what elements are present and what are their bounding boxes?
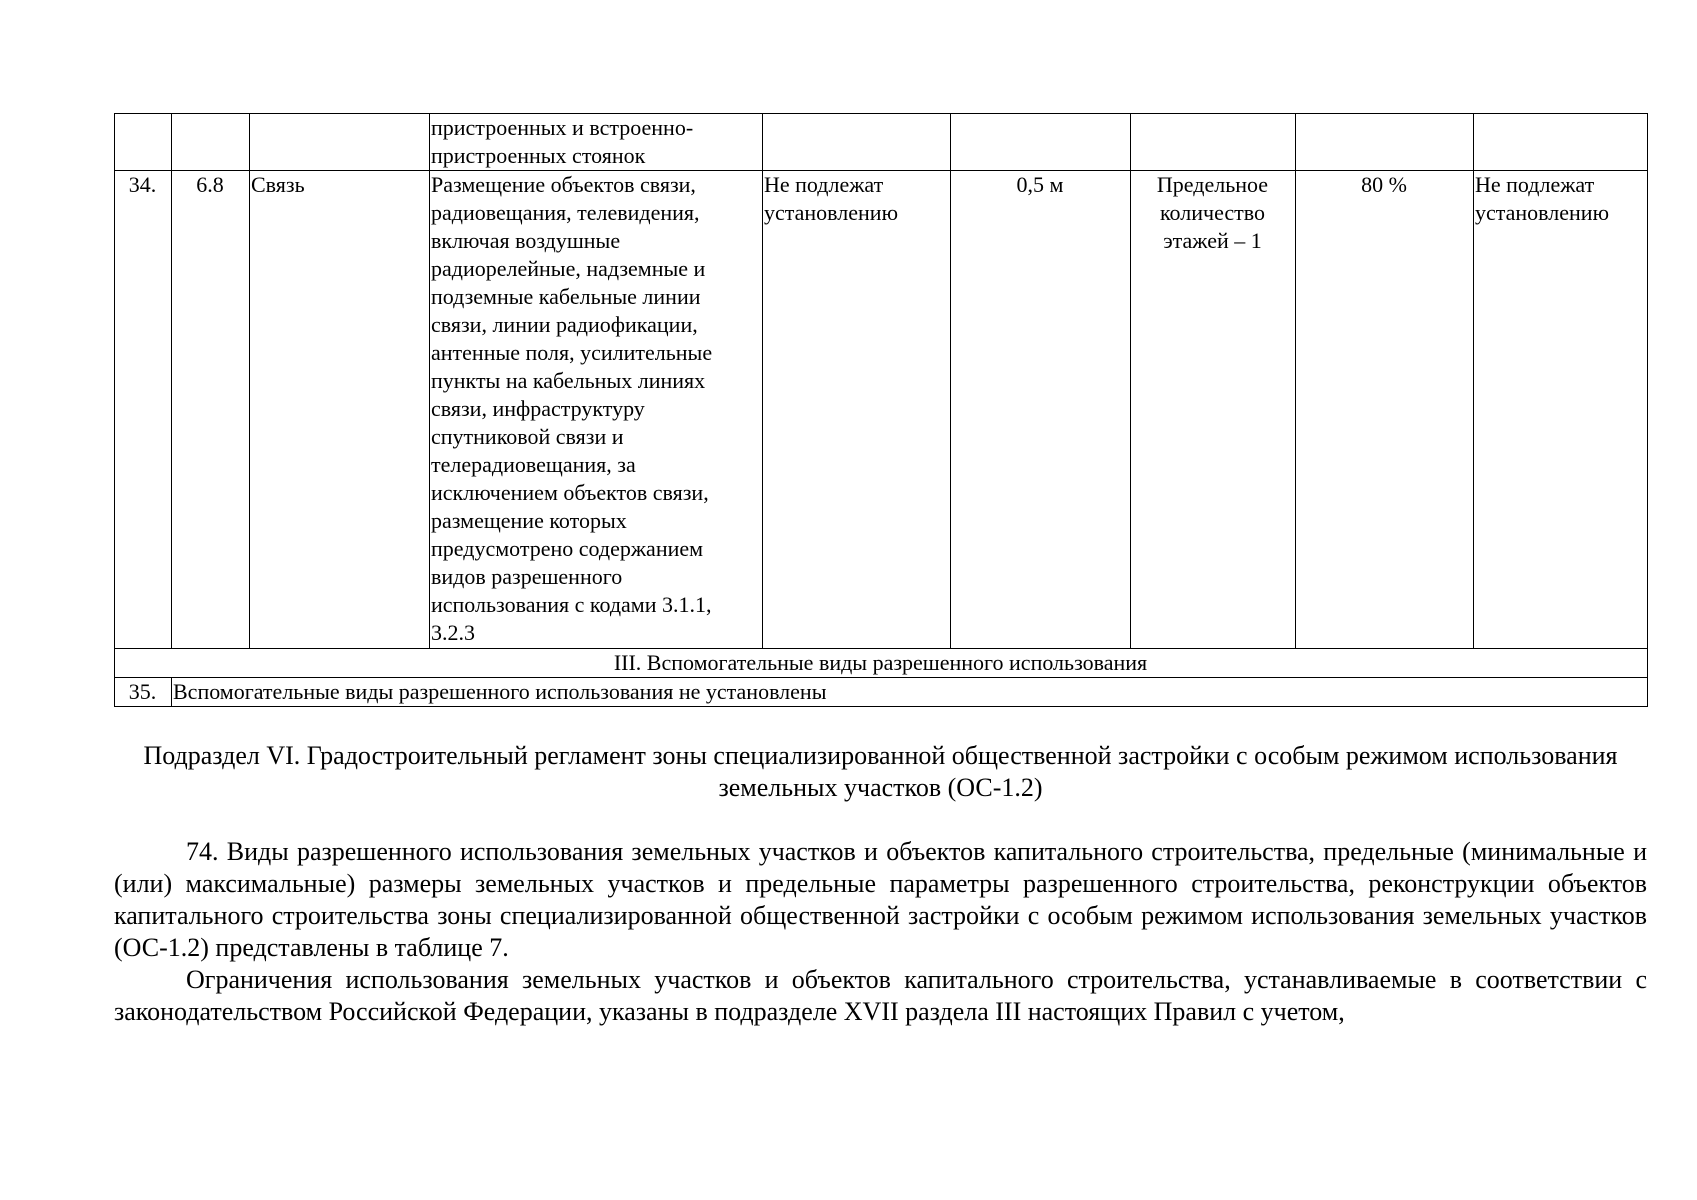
cell-coverage bbox=[1296, 114, 1474, 171]
cell-description: Размещение объектов связи, радиовещания, телевидения, включая воздушные радиорелейные, надземные и подземные кабельные линии связи, линии радиофикации, антенные поля, усилительные пункты на кабельных линиях связи, инфраструктуру спутниковой связи и телерадиовещания, за исключением объектов связи, размещение которых предусмотрено содержанием видов разрешенного использования с кодами 3.1.1, 3.2.3 bbox=[430, 171, 763, 649]
cell-code: 6.8 bbox=[172, 171, 250, 649]
cell-other: Не подлежат установлению bbox=[1474, 171, 1648, 649]
cell-name bbox=[250, 114, 430, 171]
cell-plot-size: Не подлежат установлению bbox=[763, 171, 951, 649]
table-row-34 bbox=[115, 171, 1648, 649]
cell-floors bbox=[1131, 114, 1296, 171]
cell-code bbox=[172, 114, 250, 171]
cell-row-35-text: Вспомогательные виды разрешенного использования не установлены bbox=[172, 678, 1648, 707]
document-page bbox=[114, 113, 1647, 1028]
cell-plot-size bbox=[763, 114, 951, 171]
cell-setback bbox=[951, 114, 1131, 171]
paragraph-74: 74. Виды разрешенного использования земельных участков и объектов капитального строительства, предельные (минимальные и (или) максимальные) размеры земельных участков и предельные параметры разрешенного строительства, реконструкции объектов капитального строительства зоны специализированной общественной застройки с особым режимом использования земельных участков (ОС-1.2) представлены в таблице 7. bbox=[114, 837, 1647, 962]
subsection-heading: Подраздел VI. Градостроительный регламент зоны специализированной общественной застройки с особым режимом использования земельных участков (ОС-1.2) bbox=[143, 741, 1618, 802]
regulation-table bbox=[114, 113, 1648, 707]
cell-number bbox=[115, 114, 172, 171]
cell-name: Связь bbox=[250, 171, 430, 649]
cell-setback: 0,5 м bbox=[951, 171, 1131, 649]
cell-number: 34. bbox=[115, 171, 172, 649]
cell-other bbox=[1474, 114, 1648, 171]
table-row-section-iii bbox=[115, 649, 1648, 678]
section-iii-title: III. Вспомогательные виды разрешенного использования bbox=[115, 649, 1648, 678]
paragraph-restrictions: Ограничения использования земельных участков и объектов капитального строительства, устанавливаемые в соответствии с законодательством Российской Федерации, указаны в подразделе XVII раздела III настоящих Правил с учетом, bbox=[114, 965, 1647, 1026]
cell-floors: Предельное количество этажей – 1 bbox=[1131, 171, 1296, 649]
table-row-continuation bbox=[115, 114, 1648, 171]
cell-description: пристроенных и встроенно- пристроенных стоянок bbox=[430, 114, 763, 171]
table-row-35 bbox=[115, 678, 1648, 707]
cell-number: 35. bbox=[115, 678, 172, 707]
cell-coverage: 80 % bbox=[1296, 171, 1474, 649]
